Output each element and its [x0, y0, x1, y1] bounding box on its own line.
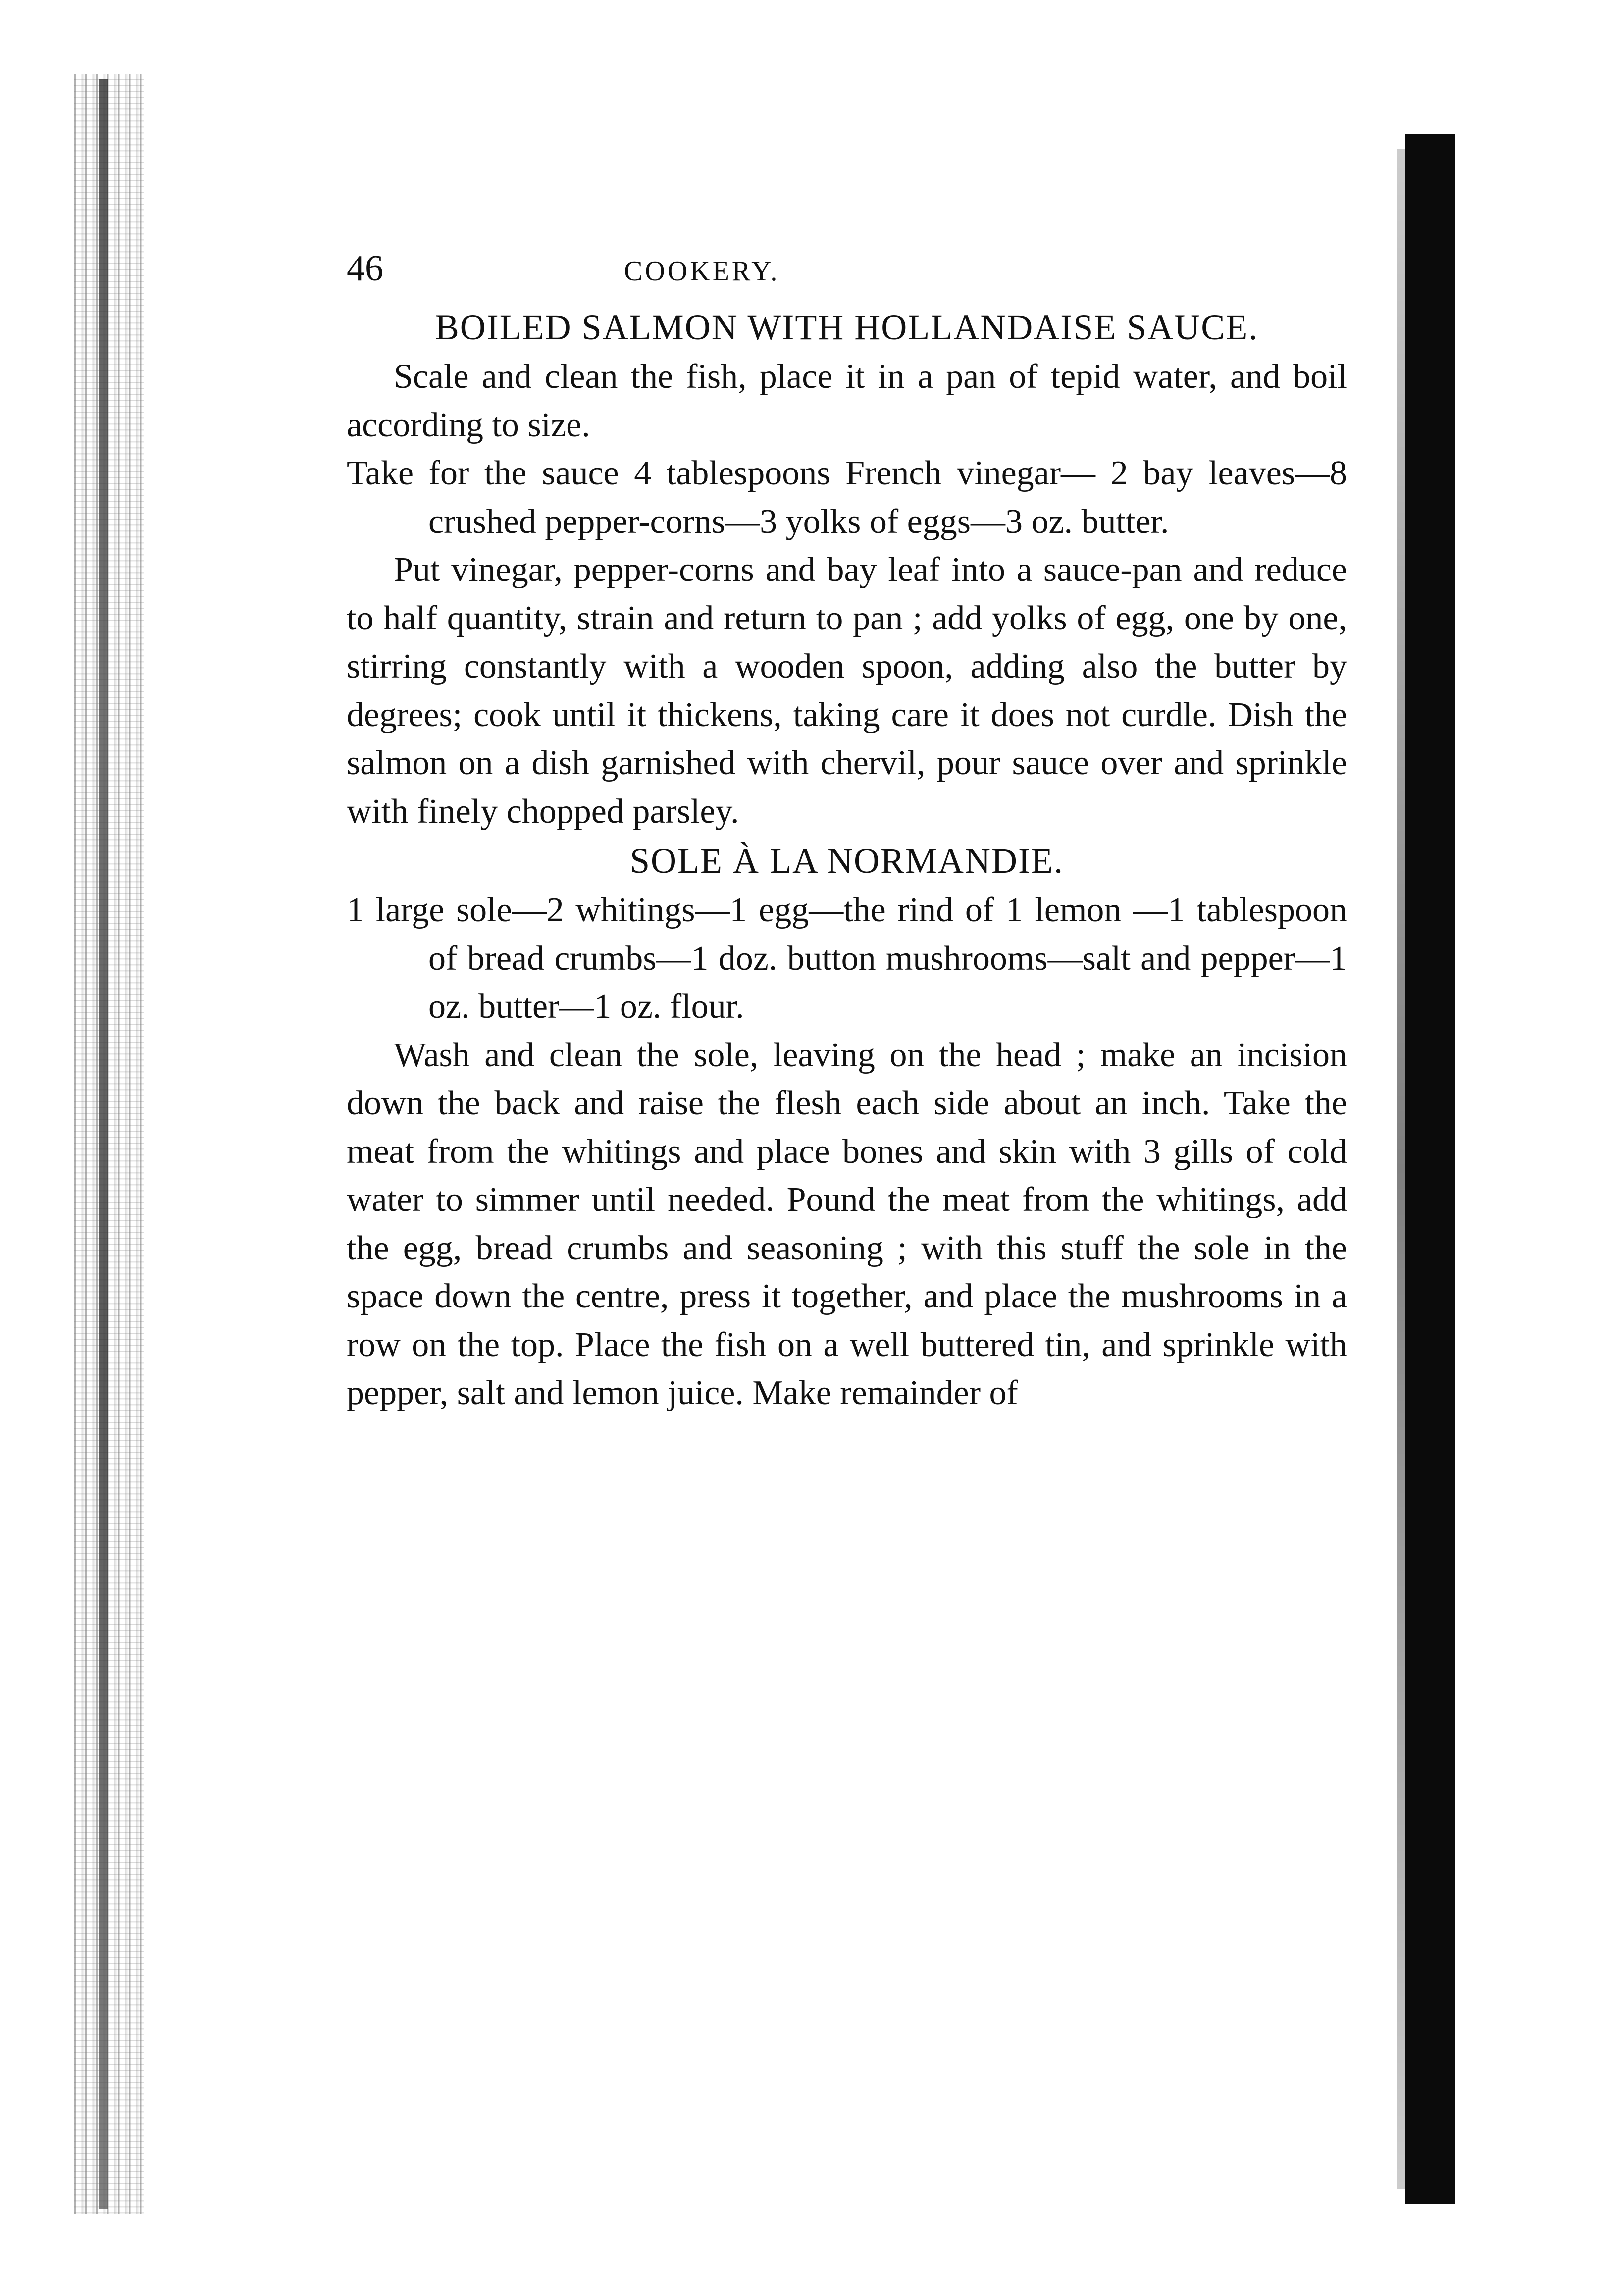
recipe-title: BOILED SALMON WITH HOLLANDAISE SAUCE.: [435, 308, 1259, 347]
page-number: 46: [347, 248, 383, 289]
recipe-sole-normandie: [347, 835, 1347, 1417]
running-title: COOKERY.: [624, 256, 780, 287]
recipe-title: SOLE À LA NORMANDIE.: [630, 841, 1064, 881]
ingredients-list: Take for the sauce 4 tablespoons French vinegar— 2 bay leaves—8 crushed pepper-corns—3 yolks of eggs—3 oz. butter.: [347, 454, 1347, 541]
scan-right-black-bar: [1405, 134, 1455, 2204]
scan-binding-shadow: [74, 74, 144, 2214]
recipe-paragraph: Scale and clean the fish, place it in a pan of tepid water, and boil according to size.: [347, 358, 1347, 444]
scan-gutter-edge: [99, 79, 108, 2209]
running-head: [347, 248, 1347, 302]
ingredients-list: 1 large sole—2 whitings—1 egg—the rind of 1 lemon —1 tablespoon of bread crumbs—1 doz. button mushrooms—salt and pepper—1 oz. butter—1 oz. flour.: [347, 891, 1347, 1026]
recipe-paragraph: Wash and clean the sole, leaving on the head ; make an incision down the back and raise the flesh each side about an inch. Take the meat from the whitings and place bones and skin with 3 gills of cold water to simmer until needed. Pound the meat from the whitings, add the egg, bread crumbs and seasoning ; with this stuff the sole in the space down the centre, press it together, and place the mushrooms in a row on the top. Place the fish on a well buttered tin, and sprinkle with pepper, salt and lemon juice. Make remainder of: [347, 1036, 1347, 1412]
recipe-boiled-salmon: [347, 302, 1347, 835]
book-page: [347, 248, 1347, 1417]
recipe-paragraph: Put vinegar, pepper-corns and bay leaf into a sauce-pan and reduce to half quantity, strain and return to pan ; add yolks of egg, one by one, stirring constantly with a wooden spoon, adding also the butter by degrees; cook until it thickens, taking care it does not curdle. Dish the salmon on a dish garnished with chervil, pour sauce over and sprinkle with finely chopped parsley.: [347, 551, 1347, 831]
